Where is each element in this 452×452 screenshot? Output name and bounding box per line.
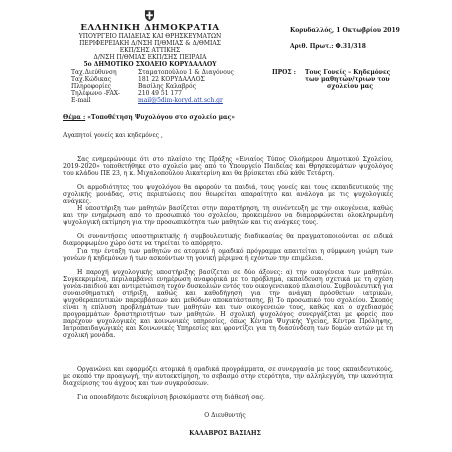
subject-text: «Τοποθέτηση Ψυχολόγου στο σχολείο μας» <box>87 114 236 121</box>
phone-value: 210 49 51 177 <box>138 90 182 97</box>
email-link[interactable]: mail@5dim-koryd.att.sch.gr <box>138 97 223 104</box>
recipient-line-1: Τους Γονείς – Κηδεμόνες <box>305 69 391 76</box>
paragraph-5: Για την ένταξη των μαθητών σε ατομικό ή ομαδικό πρόγραμμα απαιτείται η σύμφωνη γνώμη των γονέων ή κηδεμόνων ή των ασκούντων τη γονική μέριμνα ή εχόντων την επιμέλεια. <box>63 248 393 262</box>
paragraph-2: Οι αρμοδιότητες του ψυχολόγου θα αφορούν τα παιδιά, τους γονείς και τους εκπαιδευτικούς της σχολικής μονάδας, στις περιπτώσεις που θεωρείται απαραίτητο και ανάλογα με τις ψυχολογικές ανάγκες. <box>63 184 393 205</box>
email-label: E-mail <box>71 97 91 104</box>
postcode-value: 181 22 ΚΟΡΥΔΑΛΛΟΣ <box>138 76 205 83</box>
greeting: Αγαπητοί γονείς και κηδεμόνες , <box>63 132 163 139</box>
header-regional-dir: ΠΕΡΙΦΕΡΕΙΑΚΗ Δ/ΝΣΗ Π/ΘΜΙΑΣ & Δ/ΘΜΙΑΣ <box>79 40 221 47</box>
header-country: ΕΛΛΗΝΙΚΗ ΔΗΜΟΚΡΑΤΙΑ <box>80 23 220 33</box>
protocol-number: Αριθ. Πρωτ.: Φ.31/318 <box>290 43 366 50</box>
paragraph-8: Για οποιαδήποτε διευκρίνιση βρισκόμαστε στη διάθεσή σας. <box>77 394 265 401</box>
subject-line <box>63 115 235 121</box>
signature-role: Ο Διευθυντής <box>204 412 246 419</box>
paragraph-7: Οργανώνει και εφαρμόζει ατομικά ή ομαδικά προγράμματα, σε συνεργασία με τους εκπαιδευτικούς, με σκοπό την προαγωγή, την αυτοεκτίμηση, το σεβασμό στην ετερότητα, την αλληλεγγύη, την ικανότητα διαχείρισης του άγχους και των συγκρούσεων. <box>63 366 393 387</box>
recipient-label: ΠΡΟΣ : <box>272 69 296 76</box>
coat-of-arms-icon <box>143 9 156 22</box>
postcode-label: Ταχ.Κώδικας <box>71 76 112 83</box>
subject-label: Θέμα : <box>63 114 86 121</box>
paragraph-4: Οι συναντήσεις υποστηρικτικής ή συμβουλευτικής διαδικασίας θα πραγματοποιούνται σε ειδικά διαμορφωμένο χώρο όστε να τηρείται το απόρρητο. <box>63 233 393 247</box>
signature-name: ΚΑΛΑΒΡΟΣ ΒΑΣΙΛΗΣ <box>189 430 261 437</box>
recipient-line-3: σχολείου μας <box>327 83 374 90</box>
header-regional-dir-2: ΕΚΠ/ΣΗΣ ΑΤΤΙΚΗΣ <box>119 47 181 54</box>
header-ministry: ΥΠΟΥΡΓΕΙΟ ΠΑΙΔΕΙΑΣ ΚΑΙ ΘΡΗΣΚΕΥΜΑΤΩΝ <box>78 33 222 40</box>
header-district-dir: Δ/ΝΣΗ Π/ΘΜΙΑΣ ΕΚΠ/ΣΗΣ ΠΕΙΡΑΙΑ <box>93 54 207 61</box>
address-value: Σταματοπούλου 1 & Διαγόνους <box>138 69 234 76</box>
address-label: Ταχ.Διεύθυνση <box>71 69 117 76</box>
place-date: Κορυδαλλός, 1 Οκτωβρίου 2019 <box>290 27 400 34</box>
recipient-line-2: των μαθητών/τριων του <box>305 76 390 83</box>
info-value: Βασίλης Καλαβρός <box>138 83 196 90</box>
paragraph-3: Η υποστήριξη των μαθητών βασίζεται στην παρατήρηση, τη συνέντευξη με την οικογένεια, καθώς και την ενημέρωση από το προσωπικό του σχολείου, προκειμένου να διαμορφώνεται ολοκληρωμένη ψυχολογική εκτίμηση για την προσωπικότητα των μαθητών και τις ανάγκες τους. <box>63 205 393 226</box>
phone-label: Τηλέφωνο -FAX- <box>71 90 120 97</box>
info-label: Πληροφορίες <box>71 83 111 90</box>
header-school: 5ο ΔΗΜΟΤΙΚΟ ΣΧΟΛΕΙΟ ΚΟΡΥΔΑΛΛΟΥ <box>83 61 217 68</box>
paragraph-6: Η παροχή ψυχολογικής υποστήριξης βασίζεται σε δύο άξονες: α) την οικογένεια των μαθητών. Συγκεκριμένα, περιλαμβάνει ενημέρωση αναφορικά με το πρόβλημα, εκπαίδευση σχετικά με τη σχέση γονέα-παιδιού και αντιμετώπιση τυχόν δυσκολιών εντός του οικογενειακού πλαισίου. Συμβουλευτική για συναισθηματική στήριξη, καθώς και καθοδήγηση για την ανάγκη πρόσθετων ιατρικών, ψυχοθεραπευτικών παρεμβάσεων και μεθόδων αποκατάστασης, β) Το προσωπικό του σχολείου. Σκοπός είναι η επίλυση προβλημάτων των μαθητών και των οικογενειών τους, καθώς και ο σχεδιασμός προγραμμάτων δραστηριοτήτων των μαθητών. Η σχολική ψυχολόγος συνεργάζεται με φορείς που παρέχουν ψυχολογικές και κοινωνικές υπηρεσίες, όπως Κέντρα Ψυχικής Υγείας, Κέντρα Πρόληψης, Ιατροπαιδαγωγικές και Κοινωνικές Υπηρεσίες και φροντίζει για τη διασύνδεση των δομών αυτών με τη σχολική μονάδα. <box>63 269 393 339</box>
paragraph-1: Σας ενημερώνουμε ότι στο πλαίσιο της Πράξης «Ενιαίος Τύπος Ολοήμερου Δημοτικού Σχολείου, 2019-2020» τοποθετήθηκε στο σχολείο μας από το Υπουργείο Παιδείας και Θρησκευμάτων ψυχολόγος του κλάδου ΠΕ 23, η κ. Μιχαλοπούλου Αικατερίνη και θα βρίσκεται εδώ κάθε Τετάρτη. <box>63 156 393 177</box>
